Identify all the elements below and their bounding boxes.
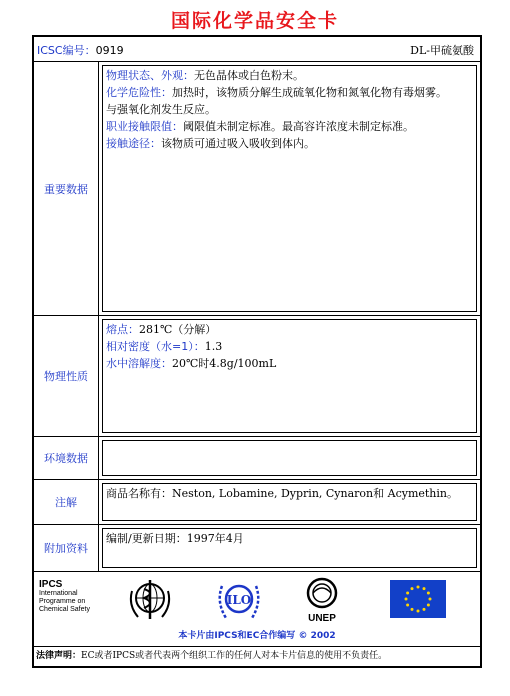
eu-star-icon xyxy=(427,604,430,607)
section-label-important: 重要数据 xyxy=(34,62,99,315)
eu-star-icon xyxy=(417,586,420,589)
eu-star-icon xyxy=(406,604,409,607)
eu-star-icon xyxy=(405,598,408,601)
section-physical xyxy=(34,316,480,437)
safety-card xyxy=(32,35,482,668)
section-label-notes: 注解 xyxy=(34,480,99,524)
card-header-row xyxy=(34,37,480,62)
who-emblem-icon xyxy=(126,577,174,623)
section-notes xyxy=(34,480,480,525)
eu-star-icon xyxy=(423,608,426,611)
legal-disclaimer: 法律声明：EC或者IPCS或者代表两个组织工作的任何人对本卡片信息的使用不负责任。 xyxy=(36,651,388,661)
svg-text:UNEP: UNEP xyxy=(308,613,336,624)
eu-star-icon xyxy=(406,592,409,595)
eu-star-icon xyxy=(411,608,414,611)
credit-line: 本卡片由IPCS和EC合作编写 © 2002 xyxy=(178,631,336,641)
section-label-additional: 附加资料 xyxy=(34,525,99,571)
section-label-environment: 环境数据 xyxy=(34,437,99,479)
physical-content: 熔点：281℃（分解） 相对密度（水=1）：1.3 水中溶解度：20℃时4.8g/100mL xyxy=(102,319,477,433)
ilo-emblem-icon xyxy=(214,576,264,624)
section-environment xyxy=(34,437,480,480)
unep-emblem-icon xyxy=(300,575,344,625)
additional-content: 编制/更新日期：1997年4月 xyxy=(102,528,477,568)
section-important xyxy=(34,62,480,316)
chemical-name: DL-甲硫氨酸 xyxy=(410,44,474,57)
eu-star-icon xyxy=(427,592,430,595)
eu-star-icon xyxy=(423,587,426,590)
section-label-physical: 物理性质 xyxy=(34,316,99,436)
eu-star-icon xyxy=(417,610,420,613)
eu-flag-icon xyxy=(390,580,446,618)
page-title: 国际化学品安全卡 xyxy=(170,10,339,32)
footer-logos xyxy=(34,572,480,647)
notes-content: 商品名称有：Neston, Lobamine, Dyprin, Cynaron和 Acymethin。 xyxy=(102,483,477,521)
ipcs-logo: IPCS International Programme on Chemical Safety xyxy=(39,579,90,613)
svg-text:ILO: ILO xyxy=(226,593,252,607)
icsc-number: ICSC编号：0919 xyxy=(37,44,124,57)
eu-star-icon xyxy=(411,587,414,590)
important-content: 物理状态、外观：无色晶体或白色粉末。 化学危险性：加热时，该物质分解生成硫氧化物和氮氧化物有毒烟雾。 与强氧化剂发生反应。 职业接触限值：阈限值未制定标准。最高容许浓度未制定标准。 接触途径：该物质可通过吸入吸收到体内。 xyxy=(102,65,477,312)
eu-star-icon xyxy=(429,598,432,601)
section-additional xyxy=(34,525,480,572)
environment-content xyxy=(102,440,477,476)
